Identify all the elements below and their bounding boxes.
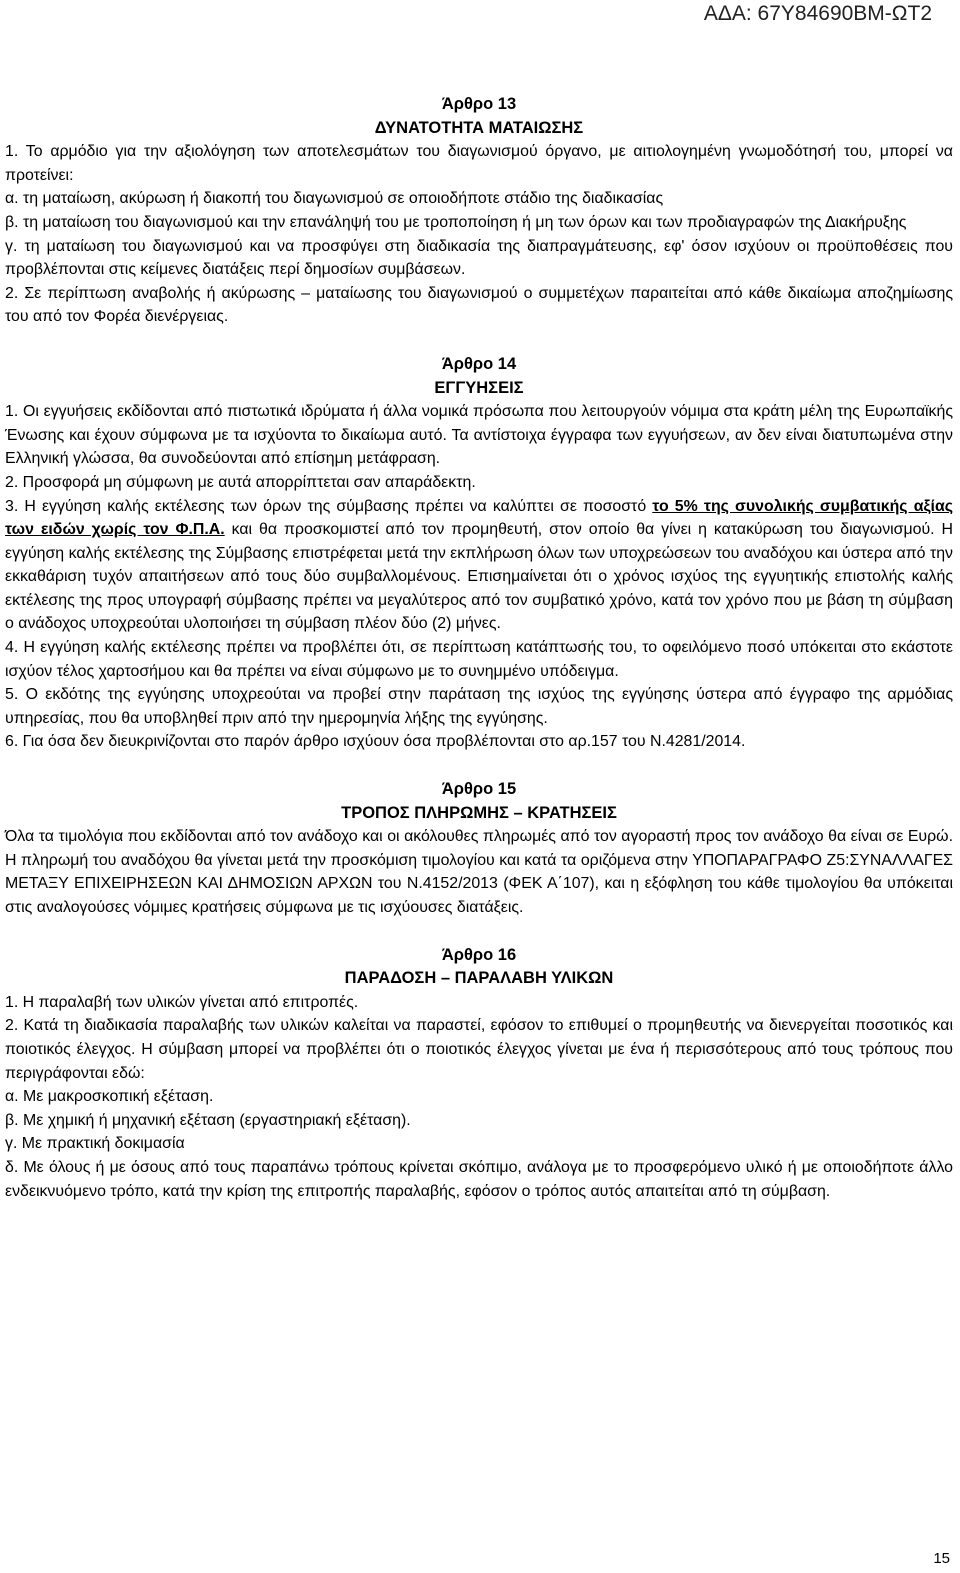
paragraph: γ. Με πρακτική δοκιμασία: [5, 1135, 185, 1153]
emphasized-text: το 5% της συνολικής συμβατικής αξίας των ειδών χωρίς τον Φ.Π.Α.: [5, 497, 953, 539]
paragraph: β. Με χημική ή μηχανική εξέταση (εργαστηριακή εξέταση).: [5, 1111, 411, 1129]
paragraph: α. τη ματαίωση, ακύρωση ή διακοπή του διαγωνισμού σε οποιοδήποτε στάδιο της διαδικασίας: [5, 190, 664, 208]
paragraph: 1. Οι εγγυήσεις εκδίδονται από πιστωτικά ιδρύματα ή άλλα νομικά πρόσωπα που λειτουργούν νόμιμα στα κράτη μέλη της Ευρωπαϊκής Ένωσης και έχουν σύμφωνα με τα ισχύοντα το δικαίωμα αυτό. Τα αντίστοιχα έγγραφα των εγγυήσεων, αν δεν είναι διατυπωμένα στην Ελληνική γλώσσα, θα συνοδεύονται από επίσημη μετάφραση.: [5, 403, 953, 468]
paragraph: 2. Κατά τη διαδικασία παραλαβής των υλικών καλείται να παραστεί, εφόσον το επιθυμεί ο προμηθευτής να διενεργείται ποσοτικός και ποιοτικός έλεγχος. Η σύμβαση μπορεί να προβλέπει ότι ο ποιοτικός έλεγχος γίνεται με ένα ή περισσότερους από τους τρόπους που περιγράφονται εδώ:: [5, 1017, 953, 1082]
paragraph: 2. Σε περίπτωση αναβολής ή ακύρωσης – ματαίωσης του διαγωνισμού ο συμμετέχων παραιτείται από κάθε δικαίωμα αποζημίωσης του από τον Φορέα διενέργειας.: [5, 284, 953, 326]
ada-code: ΑΔΑ: 67Υ84690ΒΜ-ΩΤ2: [703, 2, 932, 25]
paragraph: β. τη ματαίωση του διαγωνισμού και την επανάληψή του με τροποποίηση ή μη των όρων και των προδιαγραφών της Διακήρυξης: [5, 213, 907, 231]
text-run: 3. Η εγγύηση καλής εκτέλεσης των όρων της σύμβασης πρέπει να καλύπτει σε ποσοστό: [5, 497, 653, 515]
document-body: [5, 93, 953, 1203]
article-13-subtitle: ΔΥΝΑΤΟΤΗΤΑ ΜΑΤΑΙΩΣΗΣ: [374, 118, 584, 137]
paragraph: 4. Η εγγύηση καλής εκτέλεσης πρέπει να προβλέπει ότι, σε περίπτωση κατάπτωσής του, το οφειλόμενο ποσό υπόκειται στο εκάστοτε ισχύον τέλος χαρτοσήμου και θα πρέπει να είναι σύμφωνο με το συνημμένο υπόδειγμα.: [5, 639, 953, 680]
paragraph: Όλα τα τιμολόγια που εκδίδονται από τον ανάδοχο και οι ακόλουθες πληρωμές από τον αγοραστή προς τον ανάδοχο θα είναι σε Ευρώ. Η πληρωμή του αναδόχου θα γίνεται μετά την προσκόμιση τιμολογίου και κατά τα οριζόμενα στην ΥΠΟΠΑΡΑΓΡΑΦΟ Ζ5:ΣΥΝΑΛΛΑΓΕΣ ΜΕΤΑΞΥ ΕΠΙΧΕΙΡΗΣΕΩΝ ΚΑΙ ΔΗΜΟΣΙΩΝ ΑΡΧΩΝ του Ν.4152/2013 (ΦΕΚ Α΄107), και η εξόφληση του κάθε τιμολογίου θα υπόκειται στις αναλογούσες νόμιμες κρατήσεις σύμφωνα με τις ισχύουσες διατάξεις.: [5, 828, 953, 916]
article-14-subtitle: ΕΓΓΥΗΣΕΙΣ: [434, 378, 524, 397]
paragraph: δ. Με όλους ή με όσους από τους παραπάνω τρόπους κρίνεται σκόπιμο, ανάλογα με το προσφερόμενο υλικό ή με οποιοδήποτε άλλο ενδεικνυόμενο τρόπο, κατά την κρίση της επιτροπής παραλαβής, εφόσον ο τρόπος αυτός απαιτείται από τη σύμβαση.: [5, 1158, 953, 1200]
paragraph: 1. Η παραλαβή των υλικών γίνεται από επιτροπές.: [5, 993, 359, 1011]
article-15-title: Άρθρο 15: [441, 780, 517, 799]
article-14-title: Άρθρο 14: [441, 354, 517, 373]
paragraph: 1. Το αρμόδιο για την αξιολόγηση των αποτελεσμάτων του διαγωνισμού όργανο, με αιτιολογημένη γνωμοδότησή του, μπορεί να προτείνει:: [5, 143, 953, 184]
text-run: και θα προσκομιστεί από τον προμηθευτή, στον οποίο θα γίνει η κατακύρωση του διαγωνισμού. Η εγγύηση καλής εκτέλεσης της Σύμβασης επιστρέφεται μετά την εκπλήρωση όλων των υποχρεώσεων του αναδόχου και ύστερα από την εκκαθάριση τυχόν απαιτήσεων από τους δύο συμβαλλομένους. Επισημαίνεται ότι ο χρόνος ισχύος της εγγυητικής επιστολής καλής εκτέλεσης της προς υπογραφή σύμβασης πρέπει να μεγαλύτερος από τον συμβατικό χρόνο, κατά τον χρόνο που με βάση τη σύμβαση ο ανάδοχος υποχρεούται υλοποιήσει τη σύμβαση πλέον δύο (2) μήνες.: [5, 521, 953, 633]
paragraph: [5, 495, 953, 637]
article-16-subtitle: ΠΑΡΑΔΟΣΗ – ΠΑΡΑΛΑΒΗ ΥΛΙΚΩΝ: [344, 969, 614, 988]
article-16-title: Άρθρο 16: [441, 945, 517, 964]
paragraph: 6. Για όσα δεν διευκρινίζονται στο παρόν άρθρο ισχύουν όσα προβλέπονται στο αρ.157 του Ν.4281/2014.: [5, 733, 746, 751]
paragraph: 2. Προσφορά μη σύμφωνη με αυτά απορρίπτεται σαν απαράδεκτη.: [5, 473, 476, 491]
article-15-subtitle: ΤΡΟΠΟΣ ΠΛΗΡΩΜΗΣ – ΚΡΑΤΗΣΕΙΣ: [341, 803, 617, 822]
article-13-title: Άρθρο 13: [441, 95, 517, 113]
paragraph: α. Με μακροσκοπική εξέταση.: [5, 1088, 214, 1106]
paragraph: γ. τη ματαίωση του διαγωνισμού και να προσφύγει στη διαδικασία της διαπραγμάτευσης, εφ' όσον ισχύουν οι προϋποθέσεις που προβλέπονται στις κείμενες διατάξεις περί δημοσίων συμβάσεων.: [5, 237, 953, 279]
page-number: 15: [933, 1550, 950, 1567]
paragraph: 5. Ο εκδότης της εγγύησης υποχρεούται να προβεί στην παράταση της ισχύος της εγγύησης ύστερα από έγγραφο της αρμόδιας υπηρεσίας, που θα υποβληθεί πριν από την ημερομηνία λήξης της εγγύησης.: [5, 686, 953, 727]
